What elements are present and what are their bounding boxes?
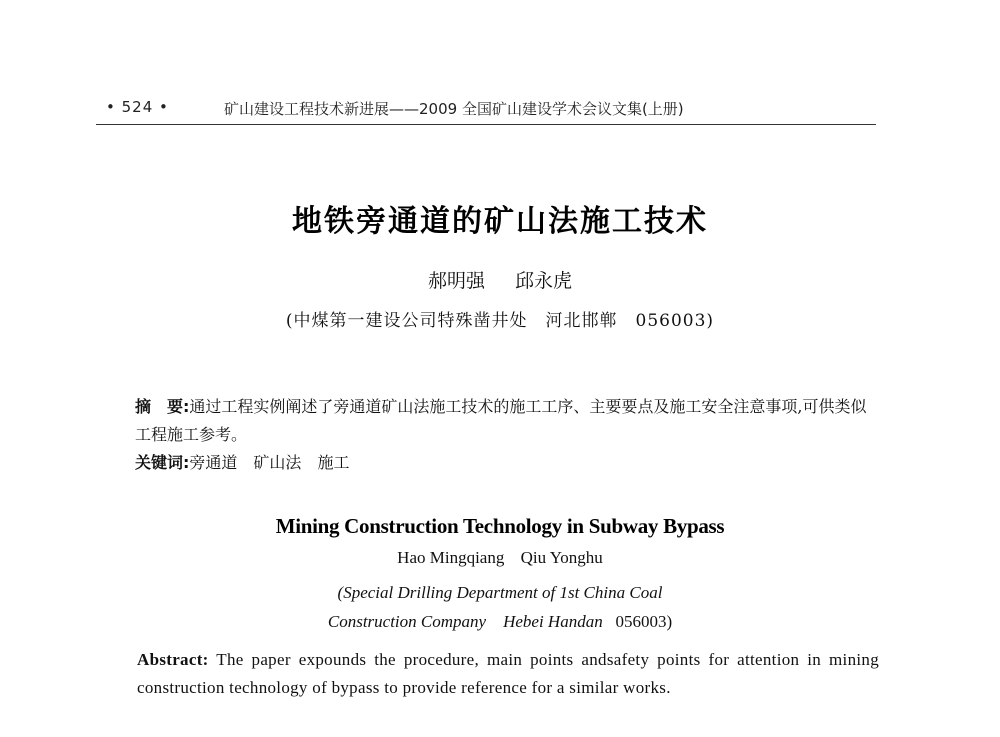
english-title: Mining Construction Technology in Subway Bypass bbox=[275, 514, 725, 538]
page-number: • 524 • bbox=[106, 98, 169, 116]
running-header bbox=[96, 92, 876, 122]
chinese-abstract bbox=[97, 393, 879, 449]
english-affiliation bbox=[0, 578, 1000, 636]
english-affiliation-line1: (Special Drilling Department of 1st China Coal bbox=[337, 583, 663, 602]
chinese-authors bbox=[0, 266, 1000, 293]
keywords-label: 关键词: bbox=[135, 453, 190, 472]
author-2-cn: 邱永虎 bbox=[515, 270, 573, 292]
chinese-title: 地铁旁通道的矿山法施工技术 bbox=[292, 204, 708, 239]
author-2-en: Qiu Yonghu bbox=[520, 548, 603, 567]
english-affiliation-postcode: 056003) bbox=[615, 612, 673, 631]
english-authors bbox=[0, 548, 1000, 568]
english-abstract-label: Abstract: bbox=[137, 650, 209, 669]
chinese-affiliation: (中煤第一建设公司特殊凿井处 河北邯郸 056003) bbox=[285, 311, 715, 331]
english-abstract bbox=[97, 646, 879, 702]
chinese-abstract-text: 通过工程实例阐述了旁通道矿山法施工技术的施工工序、主要要点及施工安全注意事项,可供类似工程施工参考。 bbox=[135, 397, 867, 444]
keyword: 旁通道 bbox=[189, 453, 238, 472]
header-rule bbox=[96, 124, 876, 125]
proceedings-title: 矿山建设工程技术新进展——2009 全国矿山建设学术会议文集(上册) bbox=[224, 100, 684, 118]
english-affiliation-line2: Construction Company Hebei Handan bbox=[327, 612, 603, 631]
author-1-en: Hao Mingqiang bbox=[397, 548, 505, 567]
chinese-abstract-label: 摘 要: bbox=[135, 397, 190, 416]
english-abstract-text: The paper expounds the procedure, main points andsafety points for attention in mining construction technology of bypass to provide reference for a similar works. bbox=[137, 650, 879, 697]
author-1-cn: 郝明强 bbox=[427, 270, 485, 292]
keyword: 施工 bbox=[317, 453, 350, 472]
keyword: 矿山法 bbox=[253, 453, 302, 472]
chinese-keywords bbox=[135, 450, 365, 473]
